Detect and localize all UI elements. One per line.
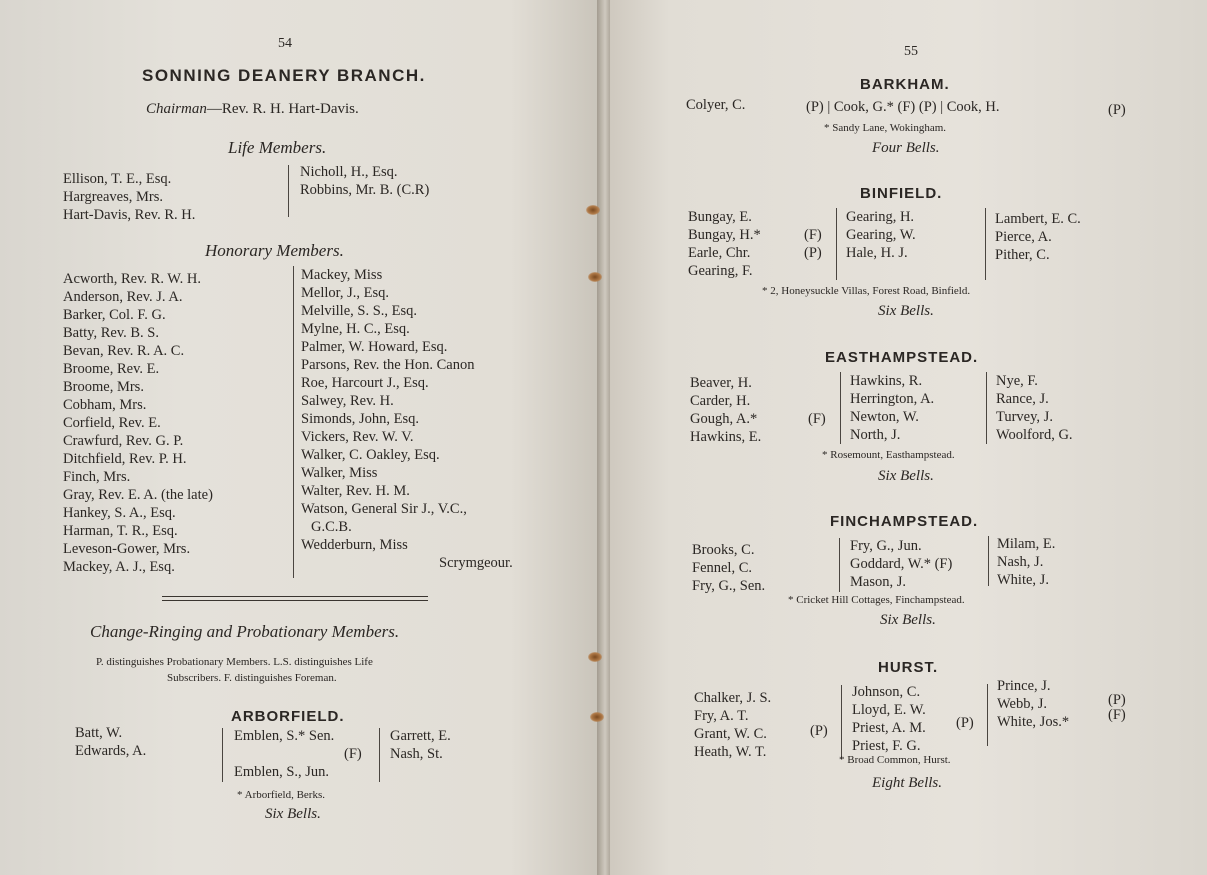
binfield-col1 xyxy=(688,208,761,280)
member-name: Corfield, Rev. E. xyxy=(63,415,161,431)
legend-line: Subscribers. F. distinguishes Foreman. xyxy=(167,672,337,684)
member-name: Broome, Rev. E. xyxy=(63,361,160,377)
hurst-col2 xyxy=(852,683,926,755)
arborfield-heading: ARBORFIELD. xyxy=(231,708,345,725)
ringer-name: Hawkins, R. xyxy=(850,373,923,389)
member-name: Hargreaves, Mrs. xyxy=(63,189,163,205)
member-name: Watson, General Sir J., V.C., xyxy=(301,501,467,517)
life-members-heading: Life Members. xyxy=(228,138,327,157)
member-name: Walker, C. Oakley, Esq. xyxy=(301,447,440,463)
member-name: Acworth, Rev. R. W. H. xyxy=(63,271,202,287)
ringer-name: Nash, St. xyxy=(390,746,443,762)
arborfield-col3 xyxy=(390,727,451,763)
life-members-right xyxy=(300,163,429,199)
chairman-name: —Rev. R. H. Hart-Davis. xyxy=(206,101,359,117)
column-divider xyxy=(988,536,989,586)
binding-hole xyxy=(588,652,602,662)
probationary-mark: (P) xyxy=(956,715,974,731)
binfield-marks xyxy=(804,208,822,262)
honorary-members-right xyxy=(301,266,513,572)
ringer-name: Bungay, E. xyxy=(688,209,752,225)
binfield-note: * 2, Honeysuckle Villas, Forest Road, Binfield. xyxy=(762,285,971,297)
ringer-name: Nash, J. xyxy=(997,554,1044,570)
ringer-name: Emblen, S.* Sen. xyxy=(234,728,335,744)
member-name: Ditchfield, Rev. P. H. xyxy=(63,451,187,467)
member-name: Anderson, Rev. J. A. xyxy=(63,289,183,305)
column-divider xyxy=(836,208,837,280)
binding-hole xyxy=(590,712,604,722)
member-name: Hart-Davis, Rev. R. H. xyxy=(63,207,196,223)
hurst-marks xyxy=(1108,691,1126,724)
column-divider xyxy=(288,165,289,217)
ringer-name: White, J. xyxy=(997,572,1049,588)
column-divider xyxy=(840,372,841,444)
member-name: Finch, Mrs. xyxy=(63,469,131,485)
barkham-member: Colyer, C. xyxy=(686,97,746,113)
arborfield-note: * Arborfield, Berks. xyxy=(237,789,325,801)
chairman-label: Chairman xyxy=(146,101,207,117)
column-divider xyxy=(379,728,380,782)
member-name: Leveson-Gower, Mrs. xyxy=(63,541,191,557)
finchampstead-col1 xyxy=(692,541,765,595)
member-name: Roe, Harcourt J., Esq. xyxy=(301,375,429,391)
barkham-members: (P) | Cook, G.* (F) (P) | Cook, H. xyxy=(806,99,1000,115)
honorary-members-left xyxy=(63,270,213,576)
ringer-name: Rance, J. xyxy=(996,391,1049,407)
ringer-name: Carder, H. xyxy=(690,393,751,409)
ringer-name: Hale, H. J. xyxy=(846,245,908,261)
ringer-name: Fry, A. T. xyxy=(694,708,749,724)
finchampstead-bells: Six Bells. xyxy=(880,612,936,628)
ringer-name: Fennel, C. xyxy=(692,560,753,576)
probationary-mark: (P) xyxy=(1108,102,1126,118)
foreman-mark: (F) xyxy=(1108,707,1126,723)
status-mark xyxy=(804,208,822,226)
ringer-name: North, J. xyxy=(850,427,901,443)
ringer-name: Hawkins, E. xyxy=(690,429,762,445)
binding-hole xyxy=(586,205,600,215)
ringer-name: Chalker, J. S. xyxy=(694,690,772,706)
ringer-name: Herrington, A. xyxy=(850,391,935,407)
status-mark: (P) xyxy=(804,245,822,261)
member-name: Palmer, W. Howard, Esq. xyxy=(301,339,448,355)
change-ringing-heading: Change-Ringing and Probationary Members. xyxy=(90,622,400,641)
easthampstead-col2 xyxy=(850,372,934,444)
honorary-members-heading: Honorary Members. xyxy=(205,241,344,260)
ringer-name: Johnson, C. xyxy=(852,684,921,700)
ringer-name: Gearing, W. xyxy=(846,227,916,243)
ringer-name: Gearing, F. xyxy=(688,263,753,279)
easthampstead-col1 xyxy=(690,374,761,446)
column-divider xyxy=(986,372,987,444)
member-name: Salwey, Rev. H. xyxy=(301,393,394,409)
easthampstead-heading: EASTHAMPSTEAD. xyxy=(825,349,979,366)
foreman-mark: (F) xyxy=(808,411,826,427)
left-page xyxy=(0,0,600,875)
ringer-name: Woolford, G. xyxy=(996,427,1073,443)
probationary-mark: (P) xyxy=(810,723,828,739)
member-name: Mackey, A. J., Esq. xyxy=(63,559,175,575)
ringer-name: Grant, W. C. xyxy=(694,726,767,742)
member-name: Harman, T. R., Esq. xyxy=(63,523,178,539)
ringer-name: Turvey, J. xyxy=(996,409,1053,425)
ringer-name: Fry, G., Sen. xyxy=(692,578,766,594)
finchampstead-col2 xyxy=(850,537,952,591)
arborfield-bells: Six Bells. xyxy=(265,806,321,822)
easthampstead-bells: Six Bells. xyxy=(878,468,934,484)
member-name: Mylne, H. C., Esq. xyxy=(301,321,410,337)
barkham-note: * Sandy Lane, Wokingham. xyxy=(824,122,947,134)
hurst-heading: HURST. xyxy=(878,659,939,676)
binfield-col3 xyxy=(995,210,1081,264)
member-name: Scrymgeour. xyxy=(439,555,513,571)
arborfield-col1 xyxy=(75,724,146,760)
member-name: Mellor, J., Esq. xyxy=(301,285,390,301)
ringer-name: Pither, C. xyxy=(995,247,1050,263)
member-name: G.C.B. xyxy=(311,519,352,535)
status-mark: (F) xyxy=(804,227,822,243)
member-name: Vickers, Rev. W. V. xyxy=(301,429,414,445)
probationary-mark: (P) xyxy=(1108,692,1126,708)
member-name: Batty, Rev. B. S. xyxy=(63,325,159,341)
ringer-name: Webb, J. xyxy=(997,696,1047,712)
ringer-name: Edwards, A. xyxy=(75,743,147,759)
column-divider xyxy=(841,685,842,759)
member-name: Cobham, Mrs. xyxy=(63,397,147,413)
member-name: Mackey, Miss xyxy=(301,267,383,283)
ringer-name: Earle, Chr. xyxy=(688,245,751,261)
member-name: Walter, Rev. H. M. xyxy=(301,483,410,499)
ringer-name: Batt, W. xyxy=(75,725,123,741)
branch-title: SONNING DEANERY BRANCH. xyxy=(142,66,426,85)
ringer-name: White, Jos.* xyxy=(997,714,1070,730)
right-page xyxy=(610,0,1207,875)
member-name: Crawfurd, Rev. G. P. xyxy=(63,433,184,449)
member-name: Ellison, T. E., Esq. xyxy=(63,171,172,187)
arborfield-col2 xyxy=(234,727,362,781)
member-name: Wedderburn, Miss xyxy=(301,537,408,553)
ringer-name: Priest, A. M. xyxy=(852,720,926,736)
chairman-line xyxy=(146,101,359,118)
ringer-name: Brooks, C. xyxy=(692,542,755,558)
member-name: Walker, Miss xyxy=(301,465,378,481)
binding-hole xyxy=(588,272,602,282)
ringer-name: Lloyd, E. W. xyxy=(852,702,926,718)
column-divider xyxy=(985,208,986,280)
barkham-heading: BARKHAM. xyxy=(860,76,950,93)
hurst-note: * Broad Common, Hurst. xyxy=(839,754,951,766)
page-number: 55 xyxy=(904,44,918,59)
member-name: Barker, Col. F. G. xyxy=(63,307,166,323)
ringer-name: Garrett, E. xyxy=(390,728,451,744)
section-rule xyxy=(162,600,428,601)
ringer-name: Pierce, A. xyxy=(995,229,1052,245)
binfield-bells: Six Bells. xyxy=(878,303,934,319)
column-divider xyxy=(839,538,840,592)
finchampstead-note: * Cricket Hill Cottages, Finchampstead. xyxy=(788,594,965,606)
ringer-name: Gough, A.* xyxy=(690,411,758,427)
member-name: Nicholl, H., Esq. xyxy=(300,164,398,180)
column-divider xyxy=(987,684,988,746)
hurst-bells: Eight Bells. xyxy=(872,775,942,791)
barkham-bells: Four Bells. xyxy=(872,140,940,156)
member-name: Gray, Rev. E. A. (the late) xyxy=(63,487,213,503)
column-divider xyxy=(222,728,223,782)
ringer-name: Gearing, H. xyxy=(846,209,915,225)
page-number: 54 xyxy=(278,36,292,51)
member-name: Hankey, S. A., Esq. xyxy=(63,505,176,521)
finchampstead-heading: FINCHAMPSTEAD. xyxy=(830,513,979,530)
member-name: Robbins, Mr. B. (C.R) xyxy=(300,182,430,198)
easthampstead-col3 xyxy=(996,372,1073,444)
ringer-name: Milam, E. xyxy=(997,536,1056,552)
ringer-name: Newton, W. xyxy=(850,409,919,425)
column-divider xyxy=(293,266,294,578)
easthampstead-note: * Rosemount, Easthampstead. xyxy=(822,449,955,461)
member-name: Broome, Mrs. xyxy=(63,379,144,395)
finchampstead-col3 xyxy=(997,535,1055,589)
foreman-mark: (F) xyxy=(344,746,362,762)
ringer-name: Lambert, E. C. xyxy=(995,211,1081,227)
ringer-name: Mason, J. xyxy=(850,574,906,590)
member-name: Parsons, Rev. the Hon. Canon xyxy=(301,357,475,373)
member-name: Bevan, Rev. R. A. C. xyxy=(63,343,185,359)
member-name: Simonds, John, Esq. xyxy=(301,411,420,427)
binfield-heading: BINFIELD. xyxy=(860,185,943,202)
ringer-name: Nye, F. xyxy=(996,373,1038,389)
ringer-name: Heath, W. T. xyxy=(694,744,767,760)
section-rule xyxy=(162,596,428,597)
member-name: Melville, S. S., Esq. xyxy=(301,303,418,319)
binfield-col2 xyxy=(846,208,916,262)
ringer-name: Priest, F. G. xyxy=(852,738,921,754)
ringer-name: Prince, J. xyxy=(997,678,1051,694)
ringer-name: Beaver, H. xyxy=(690,375,752,391)
ringer-name: Goddard, W.* (F) xyxy=(850,556,953,572)
ringer-name: Emblen, S., Jun. xyxy=(234,764,330,780)
ringer-name: Bungay, H.* xyxy=(688,227,761,243)
hurst-col3 xyxy=(997,677,1069,731)
hurst-col1 xyxy=(694,689,771,761)
legend-line: P. distinguishes Probationary Members. L.S. distinguishes Life xyxy=(96,656,373,668)
ringer-name: Fry, G., Jun. xyxy=(850,538,922,554)
life-members-left xyxy=(63,170,195,224)
